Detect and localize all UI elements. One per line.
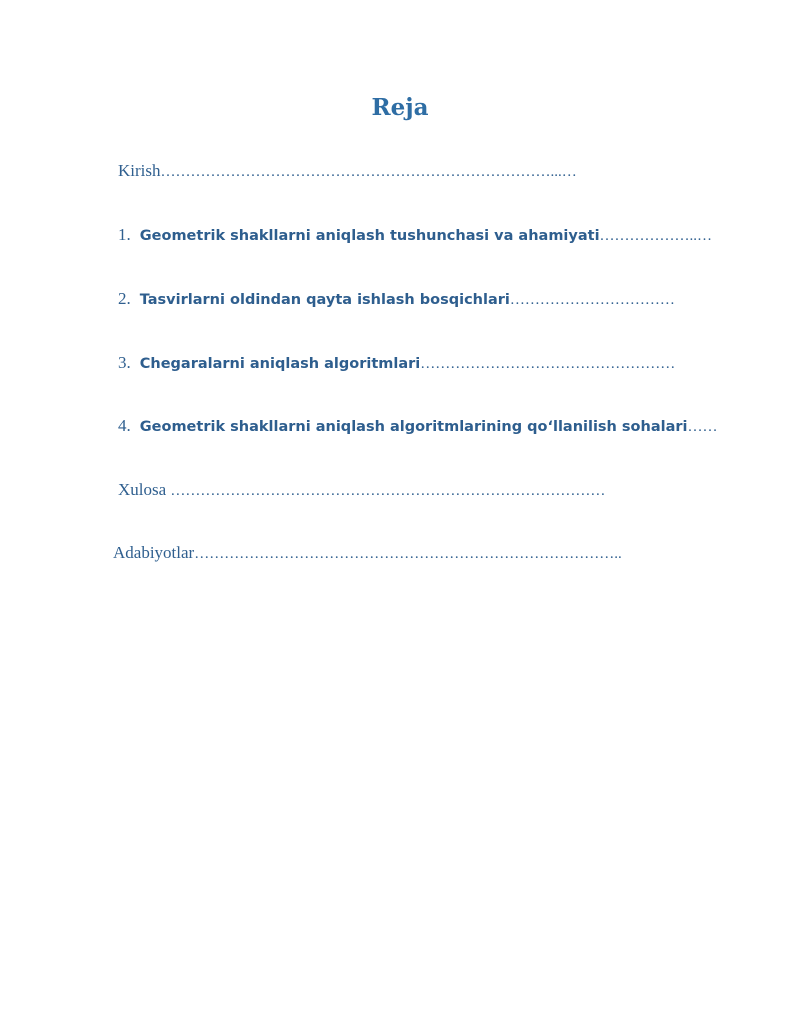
toc-entry-3[interactable] <box>118 352 675 375</box>
toc-entry-text: Kirish <box>118 161 161 180</box>
toc-entry-4[interactable] <box>118 415 718 438</box>
toc-entry-text: Geometrik shakllarni aniqlash algoritmlarining qo‘llanilish sohalari <box>139 419 688 435</box>
toc-leader-dots: ………………..… <box>599 228 713 244</box>
toc-entry-text: Tasvirlarni oldindan qayta ishlash bosqichlari <box>139 292 510 308</box>
toc-leader-dots: …… <box>687 419 718 435</box>
toc-leader-dots: …………………………………………… <box>420 356 676 372</box>
toc-entry-text: Chegaralarni aniqlash algoritmlari <box>139 356 421 372</box>
toc-entry-introduction[interactable] <box>118 160 577 183</box>
toc-entry-text: Adabiyotlar <box>113 543 195 562</box>
toc-entry-references[interactable] <box>113 542 622 565</box>
toc-entry-number: 1. <box>118 225 131 244</box>
toc-leader-dots: …………………………… <box>509 292 675 308</box>
toc-entry-number: 2. <box>118 289 131 308</box>
toc-entry-1[interactable] <box>118 224 712 247</box>
toc-leader-dots: ………………………………………………………………………….. <box>194 546 622 562</box>
toc-entry-text: Xulosa <box>118 480 171 499</box>
toc-leader-dots: ……………………………………………………………………...… <box>160 164 577 180</box>
toc-entry-conclusion[interactable] <box>118 479 605 502</box>
toc-entry-text: Geometrik shakllarni aniqlash tushunchasi va ahamiyati <box>139 228 600 244</box>
toc-entry-number: 3. <box>118 353 131 372</box>
toc-entry-number: 4. <box>118 416 131 435</box>
toc-leader-dots: …………………………………………………………………………… <box>170 483 606 499</box>
toc-entry-2[interactable] <box>118 288 675 311</box>
document-title: Reja <box>371 94 429 121</box>
